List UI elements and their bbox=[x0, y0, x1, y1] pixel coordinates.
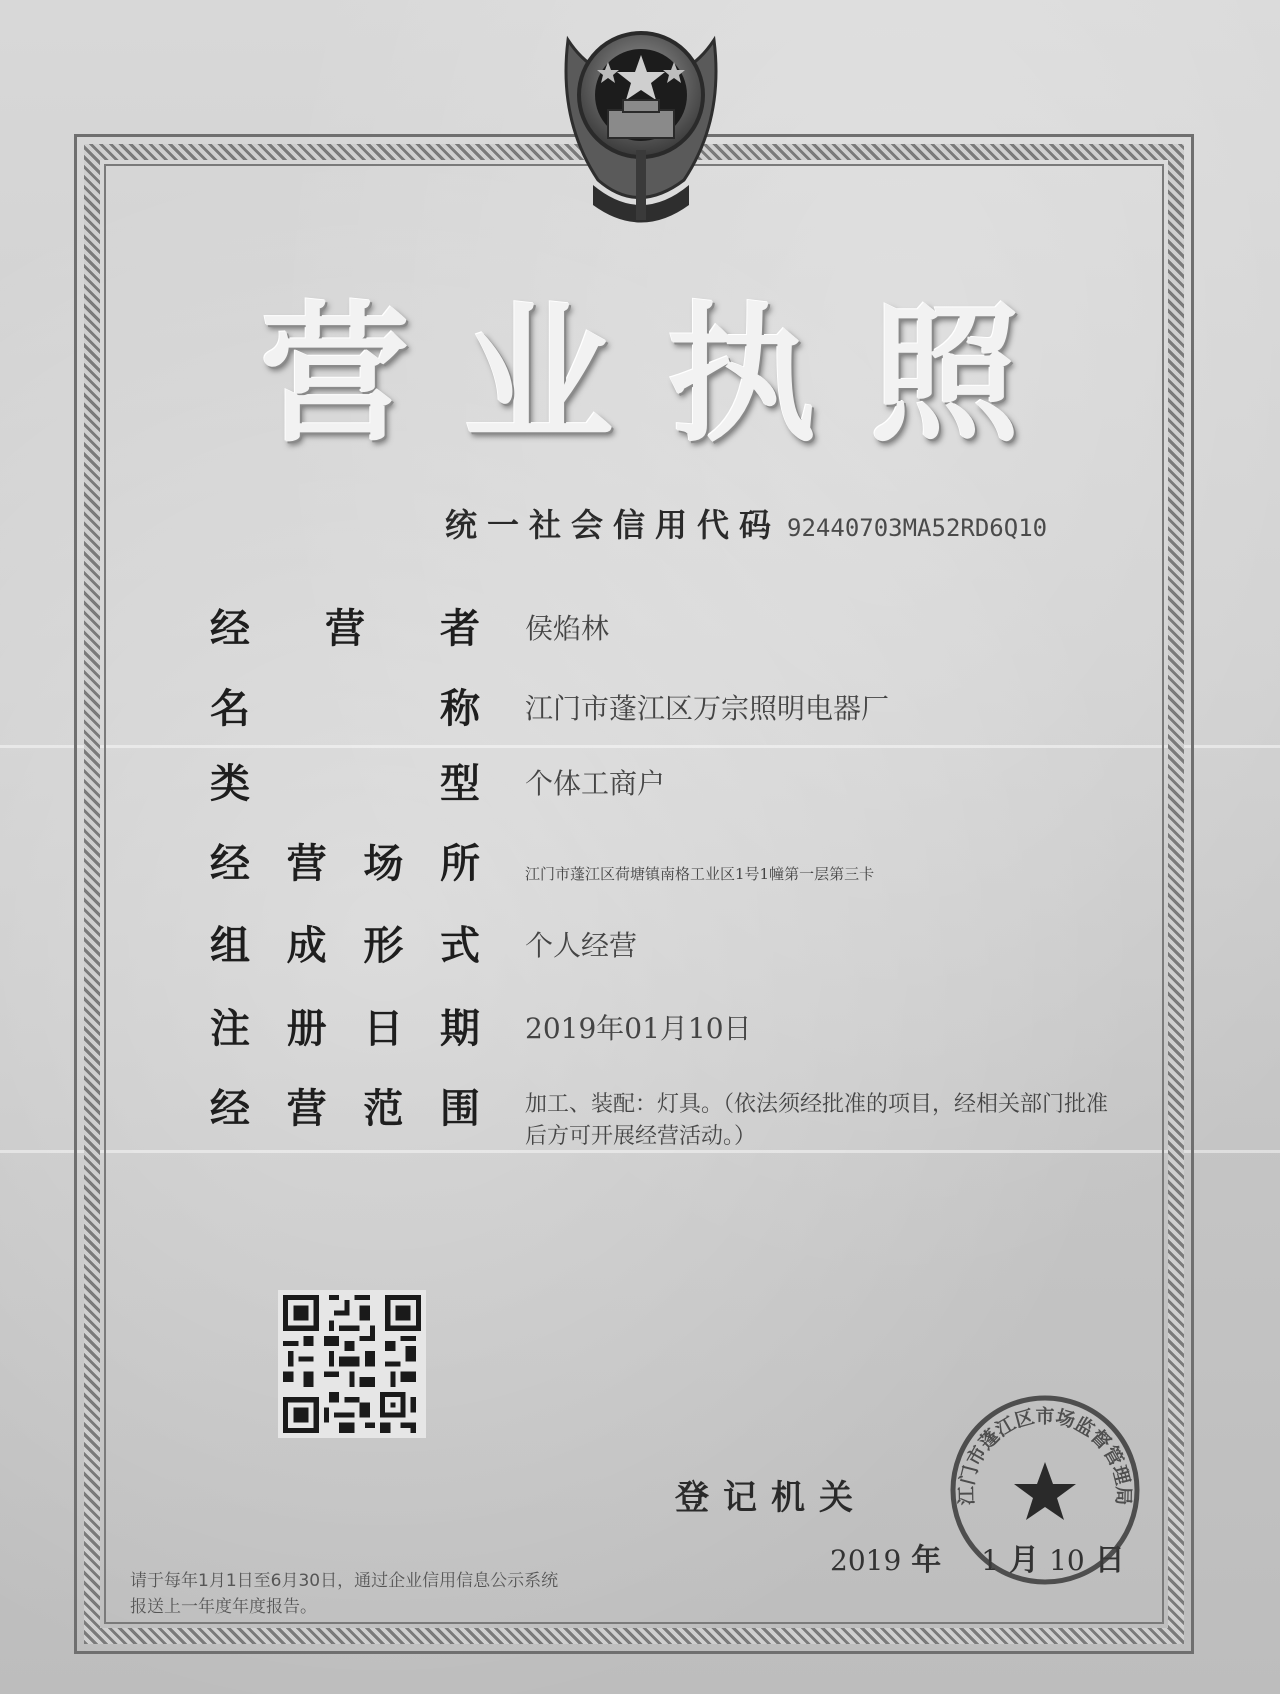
annual-report-note: 请于每年1月1日至6月30日，通过企业信用信息公示系统报送上一年度年度报告。 bbox=[130, 1571, 559, 1617]
title-char: 营 bbox=[260, 287, 411, 463]
qr-code-icon[interactable] bbox=[278, 1290, 426, 1438]
field-label: 经 营 范 围 bbox=[210, 1086, 480, 1132]
seal-text: 江门市蓬江区市场监督管理局 bbox=[955, 1405, 1135, 1506]
field-composition bbox=[210, 922, 637, 970]
credit-code-row bbox=[445, 500, 1047, 546]
month-unit: 月 bbox=[1009, 1543, 1040, 1578]
field-label: 名 称 bbox=[210, 686, 480, 732]
field-value: 江门市蓬江区万宗照明电器厂 bbox=[525, 692, 890, 725]
national-emblem-icon bbox=[538, 0, 744, 232]
field-label: 注 册 日 期 bbox=[210, 1006, 480, 1052]
field-registration-date bbox=[210, 1005, 752, 1053]
credit-code-value: 92440703MA52RD6Q10 bbox=[787, 514, 1048, 542]
field-value: 江门市蓬江区荷塘镇南格工业区1号1幢第一层第三卡 bbox=[525, 865, 875, 883]
registration-authority-label: 登记机关 bbox=[675, 1478, 867, 1518]
field-value: 个体工商户 bbox=[525, 767, 666, 800]
credit-code-label: 统一社会信用代码 bbox=[445, 506, 782, 544]
issue-day: 10 bbox=[1049, 1544, 1085, 1577]
field-business-scope bbox=[210, 1085, 1125, 1153]
field-label: 经 营 者 bbox=[210, 606, 480, 652]
field-value: 加工、装配：灯具。（依法须经批准的项目，经相关部门批准后方可开展经营活动。） bbox=[525, 1092, 1109, 1149]
day-unit: 日 bbox=[1094, 1543, 1125, 1578]
title-char: 业 bbox=[463, 287, 614, 463]
issue-year: 2019 bbox=[830, 1544, 902, 1577]
field-label: 类 型 bbox=[210, 761, 480, 807]
field-value: 个人经营 bbox=[525, 929, 638, 962]
field-value: 2019年01月10日 bbox=[525, 1012, 752, 1045]
issue-month: 1 bbox=[981, 1544, 1000, 1577]
field-value: 侯焰林 bbox=[525, 612, 610, 645]
official-seal-icon bbox=[945, 1390, 1145, 1590]
field-type bbox=[210, 760, 665, 808]
title-char: 执 bbox=[666, 287, 817, 463]
field-premises bbox=[210, 840, 874, 894]
field-name bbox=[210, 685, 889, 733]
field-operator bbox=[210, 605, 609, 653]
field-label: 组 成 形 式 bbox=[210, 923, 480, 969]
field-label: 经 营 场 所 bbox=[210, 841, 480, 887]
license-title bbox=[260, 287, 1020, 463]
year-unit: 年 bbox=[911, 1543, 942, 1578]
title-char: 照 bbox=[869, 287, 1020, 463]
